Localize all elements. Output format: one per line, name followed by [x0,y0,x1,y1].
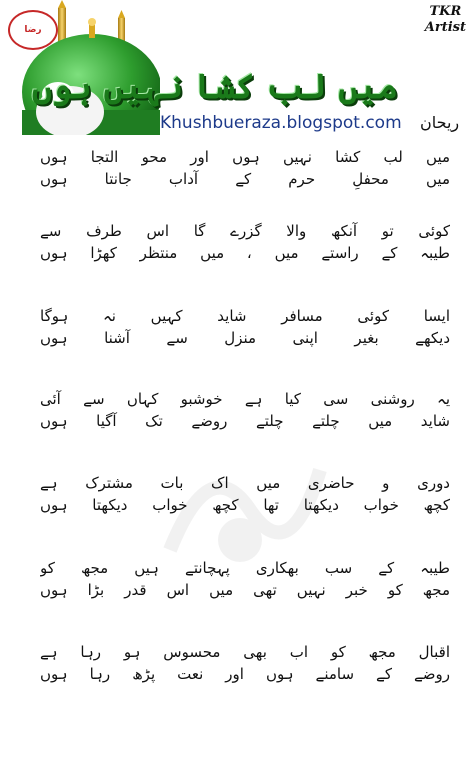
signature: ریحان [420,113,460,132]
verse-line: طیبہ کے سب بھکاری پہچانتے ہیں مجھ کو [40,559,450,577]
logo-badge [8,10,58,50]
stanza-2 [40,220,450,264]
verse-line: کچھ خواب دیکھتا تھا کچھ خواب دیکھتا ہوں [40,496,450,514]
verse-line: یہ روشنی سی کیا ہے خوشبو کہاں سے آئی [40,390,450,408]
verse-line: میں محفلِ حرم کے آداب جانتا ہوں [40,170,450,188]
verse-line: دیکھے بغیر اپنی منزل سے آشنا ہوں [40,329,450,347]
artist-line-2: Artist [424,20,466,35]
verse-line: روضے کے سامنے ہوں اور نعت پڑھ رہا ہوں [40,665,450,683]
stanza-3 [40,305,450,349]
logo-text: رضا [24,25,42,35]
verse-line: کوئی تو آنکھ والا گزرے گا اس طرف سے [40,222,450,240]
stanza-1 [40,146,450,190]
artist-line-1: TKR [429,4,462,19]
page-title: میں لب کشا نہیں ہوں [31,67,398,107]
verse-line: ایسا کوئی مسافر شاید کہیں نہ ہوگا [40,307,450,325]
verse-line: شاید میں چلتے چلتے روضے تک آگیا ہوں [40,412,450,430]
verse-line: طیبہ کے راستے میں ، میں منتظر کھڑا ہوں [40,244,450,262]
verse-line: اقبال مجھ کو اب بھی محسوس ہو رہا ہے [40,643,450,661]
stanza-5 [40,472,450,516]
artist-credit [425,4,466,36]
stanza-6 [40,557,450,601]
poem-body [40,146,450,685]
stanza-4 [40,388,450,432]
verse-line: میں لب کشا نہیں ہوں اور محو التجا ہوں [40,148,450,166]
verse-line: مجھ کو خبر نہیں تھی میں اس قدر بڑا ہوں [40,581,450,599]
blog-url: Khushbueraza.blogspot.com [160,113,402,133]
verse-line: دوری و حاضری میں اک بات مشترک ہے [40,474,450,492]
stanza-7 [40,641,450,685]
header-banner [0,0,474,140]
